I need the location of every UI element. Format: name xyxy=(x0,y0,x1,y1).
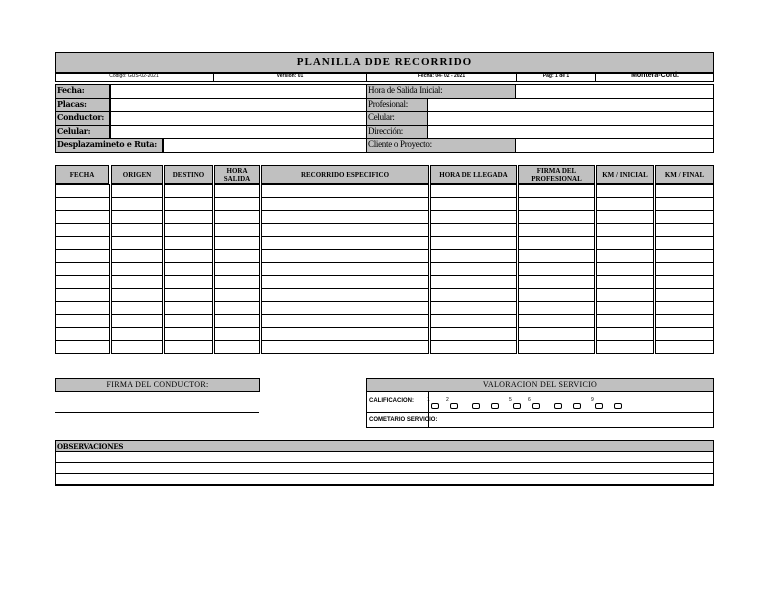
cell-hora-salida[interactable] xyxy=(214,340,260,354)
cell-km-final[interactable] xyxy=(655,262,714,276)
rating-boxes xyxy=(427,397,711,407)
cell-recorrido-especifico[interactable] xyxy=(261,262,429,276)
cell-km-final[interactable] xyxy=(655,210,714,224)
cell-origen[interactable] xyxy=(111,223,163,237)
cell-destino[interactable] xyxy=(164,197,213,211)
cell-firma-profesional[interactable] xyxy=(518,327,595,341)
location-label: Montera-Cord. xyxy=(631,72,679,79)
cell-hora-llegada[interactable] xyxy=(430,223,517,237)
rating-option-10[interactable] xyxy=(614,403,622,409)
cell-recorrido-especifico[interactable] xyxy=(261,223,429,237)
cell-km-final[interactable] xyxy=(655,184,714,198)
cell-km-final[interactable] xyxy=(655,236,714,250)
celular-field[interactable] xyxy=(110,125,367,140)
col-header-destino: DESTINO xyxy=(164,165,213,184)
cell-recorrido-especifico[interactable] xyxy=(261,275,429,289)
cell-km-final[interactable] xyxy=(655,288,714,302)
cell-firma-profesional[interactable] xyxy=(518,275,595,289)
cell-fecha[interactable] xyxy=(55,197,110,211)
cell-origen[interactable] xyxy=(111,249,163,263)
cell-km-inicial[interactable] xyxy=(596,223,654,237)
cell-recorrido-especifico[interactable] xyxy=(261,340,429,354)
cell-km-final[interactable] xyxy=(655,327,714,341)
page-label: Pag: 1 de 1 xyxy=(542,73,570,79)
placas-label: Placas: xyxy=(55,98,110,113)
cell-destino[interactable] xyxy=(164,210,213,224)
rating-mark-2: 2 xyxy=(446,397,449,403)
cell-hora-salida[interactable] xyxy=(214,197,260,211)
celular-label: Celular: xyxy=(55,125,110,140)
rating-mark-1: 1 xyxy=(427,397,430,403)
hora-salida-label: Hora de Salida Inicial: xyxy=(366,84,516,99)
cell-destino[interactable] xyxy=(164,340,213,354)
cell-hora-llegada[interactable] xyxy=(430,262,517,276)
cell-origen[interactable] xyxy=(111,288,163,302)
cell-km-inicial[interactable] xyxy=(596,275,654,289)
cell-hora-salida[interactable] xyxy=(214,210,260,224)
col-header-km-final: KM / FINAL xyxy=(655,165,714,184)
cell-km-final[interactable] xyxy=(655,340,714,354)
cell-fecha[interactable] xyxy=(55,327,110,341)
cell-origen[interactable] xyxy=(111,236,163,250)
codigo-label: Codigo: GUS-02-2021 xyxy=(109,73,159,79)
rating-option-2[interactable] xyxy=(450,403,458,409)
cell-km-inicial[interactable] xyxy=(596,262,654,276)
col-header-origen: ORIGEN xyxy=(111,165,163,184)
cell-hora-salida[interactable] xyxy=(214,223,260,237)
col-header-hora-llegada: HORA DE LLEGADA xyxy=(430,165,517,184)
cell-fecha[interactable] xyxy=(55,301,110,315)
cell-hora-llegada[interactable] xyxy=(430,249,517,263)
cell-destino[interactable] xyxy=(164,262,213,276)
rating-option-5[interactable] xyxy=(513,403,521,409)
cell-firma-profesional[interactable] xyxy=(518,197,595,211)
conductor-label: Conductor: xyxy=(55,111,110,126)
rating-mark-9: 9 xyxy=(591,397,594,403)
cell-origen[interactable] xyxy=(111,340,163,354)
cell-km-inicial[interactable] xyxy=(596,184,654,198)
calificacion-label: CALIFICACION: xyxy=(369,398,414,404)
placas-field[interactable] xyxy=(110,98,367,113)
cell-firma-profesional[interactable] xyxy=(518,314,595,328)
cell-km-inicial[interactable] xyxy=(596,210,654,224)
cell-recorrido-especifico[interactable] xyxy=(261,301,429,315)
col-header-km-inicial: KM / INICIAL xyxy=(596,165,654,184)
cell-hora-salida[interactable] xyxy=(214,236,260,250)
rating-option-7[interactable] xyxy=(554,403,562,409)
cell-fecha[interactable] xyxy=(55,223,110,237)
cell-fecha[interactable] xyxy=(55,262,110,276)
cell-fecha[interactable] xyxy=(55,275,110,289)
cell-fecha[interactable] xyxy=(55,340,110,354)
cell-hora-salida[interactable] xyxy=(214,288,260,302)
celular-profesional-field[interactable] xyxy=(427,111,714,126)
cell-destino[interactable] xyxy=(164,288,213,302)
cell-firma-profesional[interactable] xyxy=(518,184,595,198)
profesional-label: Profesional: xyxy=(366,98,428,113)
cell-fecha[interactable] xyxy=(55,249,110,263)
cell-hora-llegada[interactable] xyxy=(430,301,517,315)
cell-origen[interactable] xyxy=(111,210,163,224)
rating-option-1[interactable] xyxy=(431,403,439,409)
col-header-firma-profesional: FIRMA DEL PROFESIONAL xyxy=(518,165,595,184)
cell-fecha[interactable] xyxy=(55,184,110,198)
profesional-field[interactable] xyxy=(427,98,714,113)
cell-hora-salida[interactable] xyxy=(214,314,260,328)
cell-recorrido-especifico[interactable] xyxy=(261,327,429,341)
hora-salida-field[interactable] xyxy=(515,84,714,99)
cell-origen[interactable] xyxy=(111,275,163,289)
cell-destino[interactable] xyxy=(164,223,213,237)
observaciones-line-3[interactable] xyxy=(55,473,714,486)
cell-firma-profesional[interactable] xyxy=(518,210,595,224)
cell-km-inicial[interactable] xyxy=(596,314,654,328)
rating-option-9[interactable] xyxy=(595,403,603,409)
cell-hora-llegada[interactable] xyxy=(430,210,517,224)
rating-option-6[interactable] xyxy=(532,403,540,409)
cell-destino[interactable] xyxy=(164,275,213,289)
cell-recorrido-especifico[interactable] xyxy=(261,314,429,328)
cell-hora-llegada[interactable] xyxy=(430,327,517,341)
cell-firma-profesional[interactable] xyxy=(518,223,595,237)
cell-origen[interactable] xyxy=(111,301,163,315)
fecha-meta-label: Fecha: 04- 02 - 2021 xyxy=(417,73,466,79)
desplazamiento-field[interactable] xyxy=(163,138,367,153)
cell-km-inicial[interactable] xyxy=(596,236,654,250)
firma-conductor-line[interactable] xyxy=(55,412,259,413)
cell-km-inicial[interactable] xyxy=(596,197,654,211)
cell-km-final[interactable] xyxy=(655,275,714,289)
cell-recorrido-especifico[interactable] xyxy=(261,288,429,302)
cell-destino[interactable] xyxy=(164,301,213,315)
cell-hora-salida[interactable] xyxy=(214,327,260,341)
cell-firma-profesional[interactable] xyxy=(518,301,595,315)
cell-firma-profesional[interactable] xyxy=(518,288,595,302)
col-header-recorrido-especifico: RECORRIDO ESPECIFICO xyxy=(261,165,429,184)
cell-fecha[interactable] xyxy=(55,236,110,250)
cell-recorrido-especifico[interactable] xyxy=(261,197,429,211)
cell-firma-profesional[interactable] xyxy=(518,262,595,276)
cell-recorrido-especifico[interactable] xyxy=(261,210,429,224)
cell-hora-salida[interactable] xyxy=(214,301,260,315)
comentario-label: COMETARIO SERVICIO: xyxy=(369,417,438,423)
cell-km-inicial[interactable] xyxy=(596,340,654,354)
desplazamiento-label: Desplazamineto e Ruta: xyxy=(55,138,163,153)
cell-km-final[interactable] xyxy=(655,249,714,263)
cell-origen[interactable] xyxy=(111,262,163,276)
cell-hora-llegada[interactable] xyxy=(430,236,517,250)
cell-hora-salida[interactable] xyxy=(214,262,260,276)
form-title: PLANILLA DDE RECORRIDO xyxy=(55,52,714,73)
direccion-label: Dirección: xyxy=(366,125,428,140)
cell-hora-llegada[interactable] xyxy=(430,197,517,211)
cell-recorrido-especifico[interactable] xyxy=(261,249,429,263)
cell-km-final[interactable] xyxy=(655,301,714,315)
cell-hora-llegada[interactable] xyxy=(430,288,517,302)
cell-firma-profesional[interactable] xyxy=(518,236,595,250)
cliente-field[interactable] xyxy=(515,138,714,153)
conductor-field[interactable] xyxy=(110,111,367,126)
cell-km-inicial[interactable] xyxy=(596,301,654,315)
cell-destino[interactable] xyxy=(164,236,213,250)
cell-origen[interactable] xyxy=(111,197,163,211)
cell-km-final[interactable] xyxy=(655,197,714,211)
cell-km-final[interactable] xyxy=(655,314,714,328)
cell-fecha[interactable] xyxy=(55,210,110,224)
cell-km-inicial[interactable] xyxy=(596,249,654,263)
cell-hora-llegada[interactable] xyxy=(430,314,517,328)
fecha-field[interactable] xyxy=(110,84,367,99)
rating-mark-5: 5 xyxy=(509,397,512,403)
cell-destino[interactable] xyxy=(164,184,213,198)
cell-origen[interactable] xyxy=(111,184,163,198)
cell-destino[interactable] xyxy=(164,249,213,263)
cell-firma-profesional[interactable] xyxy=(518,249,595,263)
celular-profesional-label: Celular: xyxy=(366,111,428,126)
cell-destino[interactable] xyxy=(164,314,213,328)
cliente-label: Cliente o Proyecto: xyxy=(366,138,516,153)
col-header-hora-salida: HORA SALIDA xyxy=(214,165,260,184)
valoracion-title: VALORACION DEL SERVICIO xyxy=(366,378,714,392)
observaciones-label: OBSERVACIONES xyxy=(55,440,714,452)
cell-km-final[interactable] xyxy=(655,223,714,237)
fecha-label: Fecha: xyxy=(55,84,110,99)
cell-hora-salida[interactable] xyxy=(214,249,260,263)
cell-hora-llegada[interactable] xyxy=(430,340,517,354)
rating-option-8[interactable] xyxy=(573,403,581,409)
cell-fecha[interactable] xyxy=(55,288,110,302)
cell-fecha[interactable] xyxy=(55,314,110,328)
cell-destino[interactable] xyxy=(164,327,213,341)
cell-km-inicial[interactable] xyxy=(596,327,654,341)
col-header-fecha: FECHA xyxy=(55,165,109,184)
cell-hora-salida[interactable] xyxy=(214,275,260,289)
version-label: Version: 01 xyxy=(276,73,304,79)
rating-option-3[interactable] xyxy=(472,403,480,409)
cell-recorrido-especifico[interactable] xyxy=(261,236,429,250)
direccion-field[interactable] xyxy=(427,125,714,140)
cell-origen[interactable] xyxy=(111,327,163,341)
rating-mark-6: 6 xyxy=(528,397,531,403)
firma-conductor-label: FIRMA DEL CONDUCTOR: xyxy=(55,378,260,392)
cell-km-inicial[interactable] xyxy=(596,288,654,302)
cell-origen[interactable] xyxy=(111,314,163,328)
cell-hora-llegada[interactable] xyxy=(430,275,517,289)
cell-firma-profesional[interactable] xyxy=(518,340,595,354)
cell-hora-salida[interactable] xyxy=(214,184,260,198)
cell-hora-llegada[interactable] xyxy=(430,184,517,198)
rating-option-4[interactable] xyxy=(491,403,499,409)
cell-recorrido-especifico[interactable] xyxy=(261,184,429,198)
